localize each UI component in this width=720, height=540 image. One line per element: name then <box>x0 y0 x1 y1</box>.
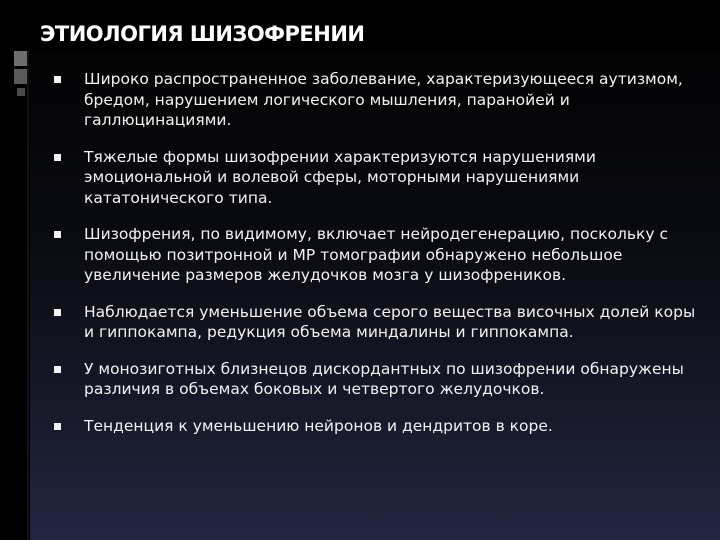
square-bullet-icon <box>54 154 61 161</box>
bullet-text: Наблюдается уменьшение объема серого вещества височных долей коры и гиппокампа, редукция объема миндалины и гиппокампа. <box>84 302 696 341</box>
square-bullet-icon <box>54 309 61 316</box>
bullet-item <box>54 224 704 286</box>
bullet-text: Шизофрения, по видимому, включает нейродегенерацию, поскольку с помощью позитронной и МР томографии обнаружено небольшое увеличение размеров желудочков мозга у шизофреников. <box>84 225 668 284</box>
bullet-item <box>54 69 704 131</box>
square-bullet-icon <box>54 423 61 430</box>
decorative-square <box>14 69 27 84</box>
bullet-text: У монозиготных близнецов дискордантных по шизофрении обнаружены различия в объемах боковых и четвертого желудочков. <box>84 359 684 398</box>
decorative-square <box>17 88 25 96</box>
bullet-text: Тенденция к уменьшению нейронов и дендритов в коре. <box>84 416 553 435</box>
bullet-text: Широко распространенное заболевание, характеризующееся аутизмом, бредом, нарушением логического мышления, паранойей и галлюцинациями. <box>84 70 683 129</box>
slide-title: ЭТИОЛОГИЯ ШИЗОФРЕНИИ <box>40 22 365 46</box>
square-bullet-icon <box>54 76 61 83</box>
bullet-item <box>54 147 704 209</box>
bullet-text: Тяжелые формы шизофрении характеризуются нарушениями эмоциональной и волевой сферы, моторными нарушениями кататонического типа. <box>84 147 596 207</box>
square-bullet-icon <box>54 366 61 373</box>
decorative-divider <box>27 51 29 540</box>
bullet-item <box>54 359 704 400</box>
bullet-item <box>54 416 704 437</box>
bullet-item <box>54 302 704 343</box>
square-bullet-icon <box>54 231 61 238</box>
decorative-square <box>14 51 27 66</box>
bullet-list <box>54 69 704 452</box>
